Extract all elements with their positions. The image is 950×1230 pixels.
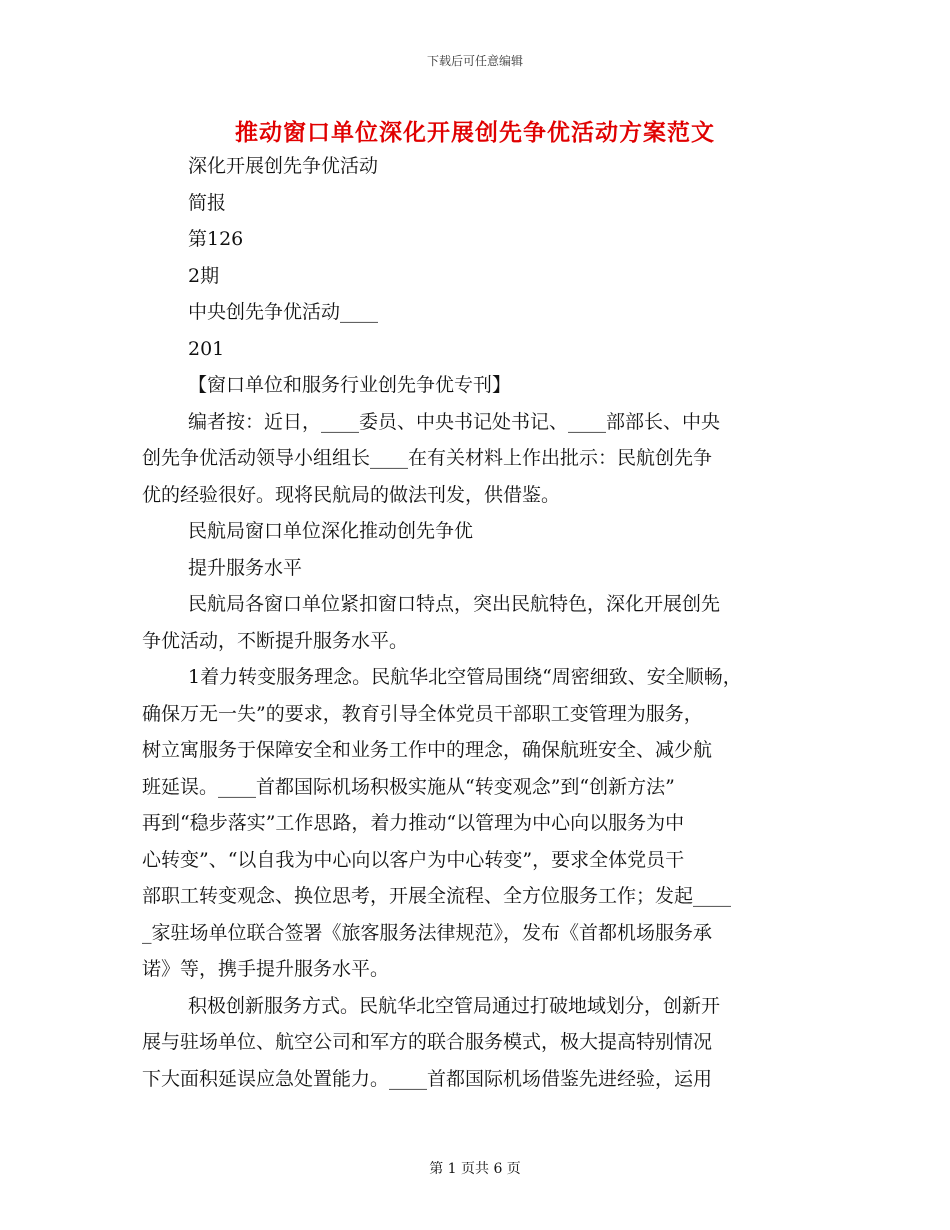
- body-line: 心转变”、“以自我为中心向以客户为中心转变”，要求全体党员干: [142, 848, 685, 871]
- body-line: _家驻场单位联合签署《旅客服务法律规范》，发布《首都机场服务承: [142, 921, 713, 944]
- page-footer-number: 第 1 页共 6 页: [429, 1161, 521, 1177]
- body-line: 1着力转变服务理念。民航华北空管局围绕“周密细致、安全顺畅，: [188, 666, 742, 688]
- body-line: 优的经验很好。现将民航局的做法刊发，供借鉴。: [142, 483, 561, 506]
- body-line: 第126: [188, 228, 244, 250]
- body-line: 争优活动，不断提升服务水平。: [142, 629, 409, 652]
- body-line: 创先争优活动领导小组组长____在有关材料上作出批示：民航创先争: [142, 447, 713, 469]
- body-line: 确保万无一失”的要求，教育引导全体党员干部职工变管理为服务，: [142, 702, 703, 725]
- body-line: 下大面积延误应急处置能力。____首都国际机场借鉴先进经验，运用: [142, 1067, 713, 1090]
- body-line: 简报: [188, 191, 227, 214]
- body-line: 再到“稳步落实”工作思路，着力推动“以管理为中心向以服务为中: [142, 812, 685, 834]
- document-body: [142, 148, 822, 1097]
- body-line: 树立寓服务于保障安全和业务工作中的理念，确保航班安全、减少航: [142, 739, 713, 761]
- body-line: 展与驻场单位、航空公司和军方的联合服务模式，极大提高特别情况: [142, 1031, 713, 1053]
- body-line: 深化开展创先争优活动: [188, 155, 379, 177]
- body-line: 提升服务水平: [188, 556, 303, 579]
- body-line: 编者按：近日，____委员、中央书记处书记、____部部长、中央: [188, 410, 721, 433]
- body-line: 民航局窗口单位深化推动创先争优: [188, 520, 474, 542]
- body-line: 部职工转变观念、换位思考，开展全流程、全方位服务工作；发起____: [142, 885, 732, 907]
- body-line: 【窗口单位和服务行业创先争优专刊】: [188, 374, 512, 396]
- body-line: 班延误。____首都国际机场积极实施从“转变观念”到“创新方法”: [142, 775, 675, 798]
- body-line: 民航局各窗口单位紧扣窗口特点，突出民航特色，深化开展创先: [188, 593, 721, 615]
- body-line: 积极创新服务方式。民航华北空管局通过打破地域划分，创新开: [188, 994, 721, 1017]
- document-title: 推动窗口单位深化开展创先争优活动方案范文: [235, 119, 715, 146]
- page-header-note: 下载后可任意编辑: [426, 54, 523, 68]
- body-line: 2期: [188, 264, 220, 287]
- body-line: 诺》等，携手提升服务水平。: [142, 958, 390, 980]
- body-line: 201: [188, 337, 225, 360]
- body-line: 中央创先争优活动____: [188, 301, 379, 323]
